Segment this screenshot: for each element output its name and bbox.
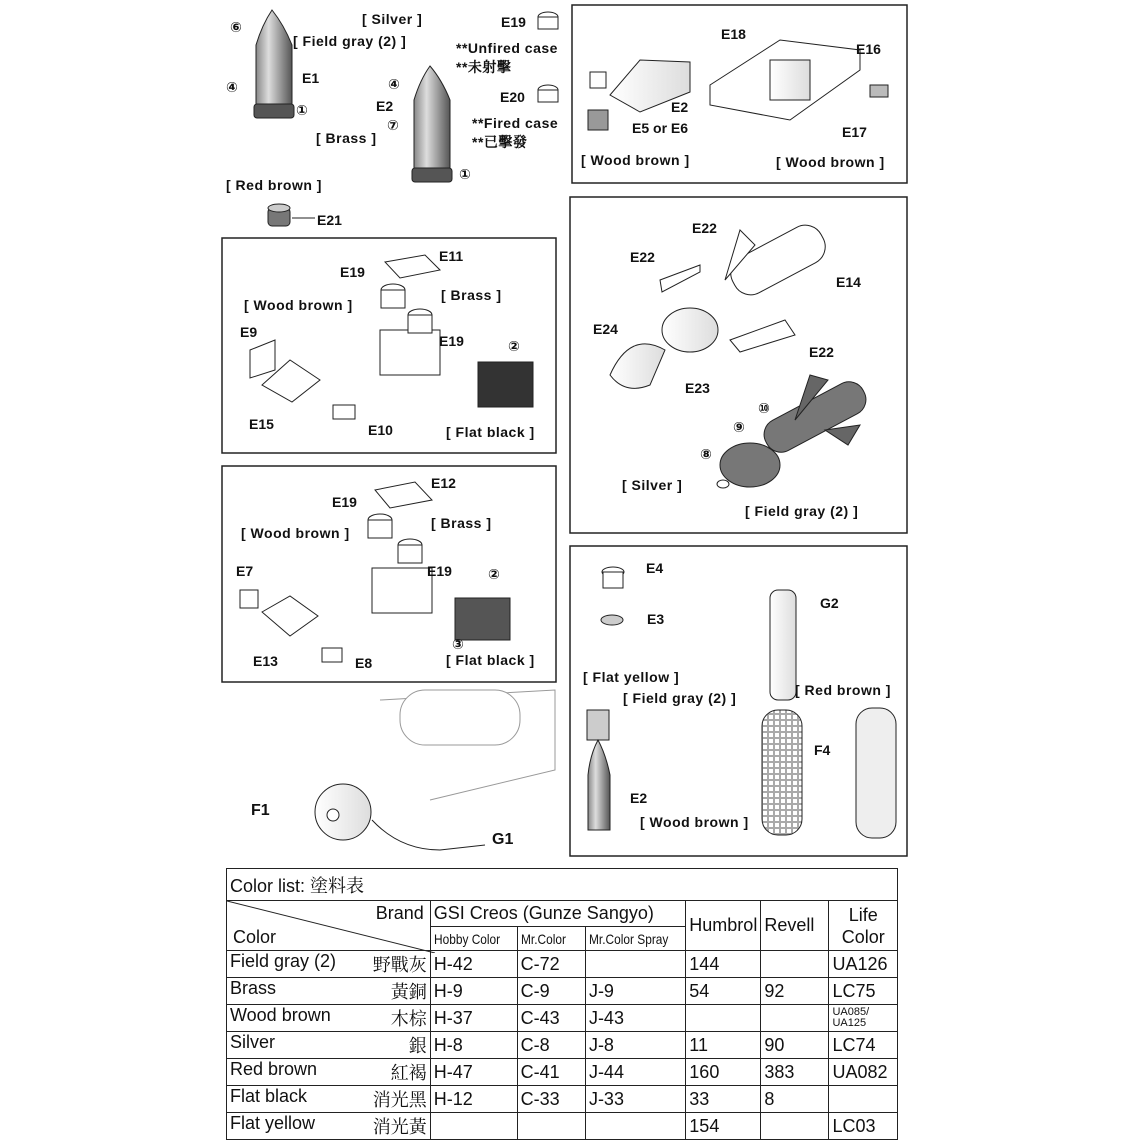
header-mrcolor: Mr.Color	[520, 931, 566, 947]
num-6: ⑥	[230, 19, 242, 35]
ref-e12: E12	[431, 475, 456, 491]
cell-life: LC74	[829, 1032, 898, 1059]
cell-mr: C-8	[517, 1032, 585, 1059]
header-gsi: GSI Creos (Gunze Sangyo)	[430, 901, 686, 927]
cell-humbrol: 160	[686, 1059, 761, 1086]
ref-e3: E3	[647, 611, 665, 627]
ref-f4: F4	[814, 742, 831, 758]
label-silver-top: [ Silver ]	[362, 11, 423, 27]
ref-e2-rack: E2	[671, 99, 689, 115]
color-name-cn: 野戰灰	[372, 955, 427, 975]
label-flat-black-c: [ Flat black ]	[446, 424, 535, 440]
label-wood-brown-a: [ Wood brown ]	[581, 152, 690, 168]
cell-spray: J-44	[585, 1059, 685, 1086]
table-row	[227, 978, 898, 1005]
cell-spray	[585, 1113, 685, 1140]
label-brass-d: [ Brass ]	[431, 515, 492, 531]
num-1b: ①	[459, 166, 471, 182]
cell-hobby: H-12	[430, 1086, 517, 1113]
ref-e19-b2b: E19	[427, 563, 452, 579]
color-name-cn: 黃銅	[390, 982, 427, 1002]
header-hobby: Hobby Color	[433, 931, 500, 947]
ref-e19-b1b: E19	[439, 333, 464, 349]
label-fired-cn: **已擊發	[472, 134, 528, 150]
ref-e22a: E22	[692, 220, 717, 236]
header-revell: Revell	[761, 901, 829, 951]
cell-revell: 8	[761, 1086, 829, 1113]
ref-e24: E24	[593, 321, 618, 337]
num-1a: ①	[296, 102, 308, 118]
ref-e9: E9	[240, 324, 258, 340]
cell-hobby: H-9	[430, 978, 517, 1005]
color-name-cn: 木棕	[390, 1009, 427, 1029]
ref-f1: F1	[251, 802, 270, 819]
table-row	[227, 951, 898, 978]
cell-mr	[517, 1113, 585, 1140]
case-e20	[538, 85, 558, 102]
cell-hobby: H-37	[430, 1005, 517, 1032]
ref-e7: E7	[236, 563, 254, 579]
table-title-cell	[227, 869, 898, 901]
header-humbrol: Humbrol	[686, 901, 761, 951]
color-name: Wood brown	[230, 1005, 331, 1025]
box-assembly-2	[240, 482, 510, 662]
ref-e14: E14	[836, 274, 861, 290]
label-field-gray-r: [ Field gray (2) ]	[745, 503, 859, 519]
table-row	[227, 1032, 898, 1059]
cell-hobby: H-42	[430, 951, 517, 978]
label-flat-black-d: [ Flat black ]	[446, 652, 535, 668]
rack-drawing	[588, 40, 888, 130]
cell-spray	[585, 951, 685, 978]
brand-color-header	[227, 901, 431, 951]
ref-e22c: E22	[809, 344, 834, 360]
color-name-cell	[227, 1005, 431, 1032]
color-name: Flat yellow	[230, 1113, 316, 1133]
shell-e1	[254, 10, 294, 118]
color-name-cell	[227, 951, 431, 978]
color-name: Field gray (2)	[230, 951, 337, 971]
num-2a: ②	[508, 338, 520, 354]
color-name-cell	[227, 1032, 431, 1059]
label-flat-yellow: [ Flat yellow ]	[583, 669, 680, 685]
cell-humbrol: 33	[686, 1086, 761, 1113]
cell-life: LC03	[829, 1113, 898, 1140]
cell-mr: C-33	[517, 1086, 585, 1113]
header-life	[829, 901, 898, 951]
label-wood-brown-f: [ Wood brown ]	[640, 814, 749, 830]
num-3: ③	[452, 636, 464, 652]
cell-spray: J-8	[585, 1032, 685, 1059]
num-9: ⑨	[733, 419, 745, 435]
cell-humbrol: 11	[686, 1032, 761, 1059]
table-row	[227, 1113, 898, 1140]
ref-e8: E8	[355, 655, 373, 671]
color-name: Silver	[230, 1032, 276, 1052]
table-row	[227, 1059, 898, 1086]
cell-mr: C-43	[517, 1005, 585, 1032]
cell-life: LC75	[829, 978, 898, 1005]
gun-sight-drawing	[315, 690, 555, 850]
label-silver-r: [ Silver ]	[622, 477, 683, 493]
color-name-cn: 銀	[408, 1036, 427, 1056]
ref-e1: E1	[302, 70, 320, 86]
cell-revell	[761, 1113, 829, 1140]
cell-humbrol: 54	[686, 978, 761, 1005]
ref-e19-b2a: E19	[332, 494, 357, 510]
num-2b: ②	[488, 566, 500, 582]
ref-e4: E4	[646, 560, 664, 576]
cell-humbrol: 144	[686, 951, 761, 978]
cell-hobby	[430, 1113, 517, 1140]
label-field-gray-f: [ Field gray (2) ]	[623, 690, 737, 706]
part-e21	[268, 204, 315, 226]
ref-e23: E23	[685, 380, 710, 396]
ref-e13: E13	[253, 653, 278, 669]
label-wood-brown-c: [ Wood brown ]	[244, 297, 353, 313]
color-name: Brass	[230, 978, 277, 998]
shell-e2	[412, 66, 452, 182]
label-unfired: **Unfired case	[456, 40, 558, 56]
color-name: Red brown	[230, 1059, 318, 1079]
cell-life: UA085/ UA125	[829, 1005, 898, 1032]
ref-g1: G1	[492, 831, 514, 848]
cell-revell: 383	[761, 1059, 829, 1086]
cell-revell: 92	[761, 978, 829, 1005]
ref-e21: E21	[317, 212, 342, 228]
ref-e2-f: E2	[630, 790, 648, 806]
cell-spray: J-33	[585, 1086, 685, 1113]
cell-hobby: H-8	[430, 1032, 517, 1059]
header-brand: Brand	[375, 903, 424, 923]
color-name: Flat black	[230, 1086, 308, 1106]
color-list-table	[226, 868, 898, 1140]
cell-life: UA126	[829, 951, 898, 978]
label-wood-brown-b: [ Wood brown ]	[776, 154, 885, 170]
label-red-brown-f: [ Red brown ]	[795, 682, 891, 698]
header-life-1: Life	[848, 904, 878, 925]
ref-e19: E19	[501, 14, 526, 30]
label-e5or6: E5 or E6	[632, 120, 689, 136]
cell-spray: J-43	[585, 1005, 685, 1032]
color-name-cell	[227, 1086, 431, 1113]
color-name-cn: 消光黑	[372, 1090, 427, 1110]
cell-life	[829, 1086, 898, 1113]
cell-spray: J-9	[585, 978, 685, 1005]
label-brass-top: [ Brass ]	[316, 130, 377, 146]
cell-mr: C-41	[517, 1059, 585, 1086]
cell-revell: 90	[761, 1032, 829, 1059]
cell-mr: C-9	[517, 978, 585, 1005]
cell-mr: C-72	[517, 951, 585, 978]
num-10: ⑩	[758, 400, 770, 416]
color-name-cell	[227, 978, 431, 1005]
table-row	[227, 1086, 898, 1113]
label-field-gray-top: [ Field gray (2) ]	[293, 33, 407, 49]
cell-revell	[761, 951, 829, 978]
ref-e17: E17	[842, 124, 867, 140]
label-fired: **Fired case	[472, 115, 559, 131]
header-mrspray: Mr.Color Spray	[588, 931, 669, 947]
ref-e19-b1a: E19	[340, 264, 365, 280]
ref-e10: E10	[368, 422, 393, 438]
num-7: ⑦	[387, 117, 399, 133]
ref-e11: E11	[439, 248, 464, 264]
cell-revell	[761, 1005, 829, 1032]
case-e19	[538, 12, 558, 29]
table-row	[227, 1005, 898, 1032]
ref-e18: E18	[721, 26, 746, 42]
ref-g2: G2	[820, 595, 839, 611]
ref-e22b: E22	[630, 249, 655, 265]
table-title: Color list: 塗料表	[230, 875, 365, 896]
cell-life: UA082	[829, 1059, 898, 1086]
label-wood-brown-d: [ Wood brown ]	[241, 525, 350, 541]
label-red-brown-left: [ Red brown ]	[226, 177, 322, 193]
num-8: ⑧	[700, 446, 712, 462]
box-assembly-1	[250, 255, 533, 419]
color-name-cn: 紅褐	[390, 1063, 427, 1083]
ref-e15: E15	[249, 416, 274, 432]
num-4: ④	[226, 79, 238, 95]
ref-e2: E2	[376, 98, 394, 114]
color-name-cell	[227, 1113, 431, 1140]
header-color: Color	[233, 927, 277, 947]
color-name-cell	[227, 1059, 431, 1086]
cell-humbrol: 154	[686, 1113, 761, 1140]
label-brass-c: [ Brass ]	[441, 287, 502, 303]
cell-humbrol	[686, 1005, 761, 1032]
color-name-cn: 消光黃	[372, 1117, 427, 1137]
ref-e16: E16	[856, 41, 881, 57]
label-unfired-cn: **未射擊	[456, 59, 512, 75]
ref-e20: E20	[500, 89, 525, 105]
header-life-2: Color	[841, 926, 885, 947]
cell-hobby: H-47	[430, 1059, 517, 1086]
num-4b: ④	[388, 76, 400, 92]
